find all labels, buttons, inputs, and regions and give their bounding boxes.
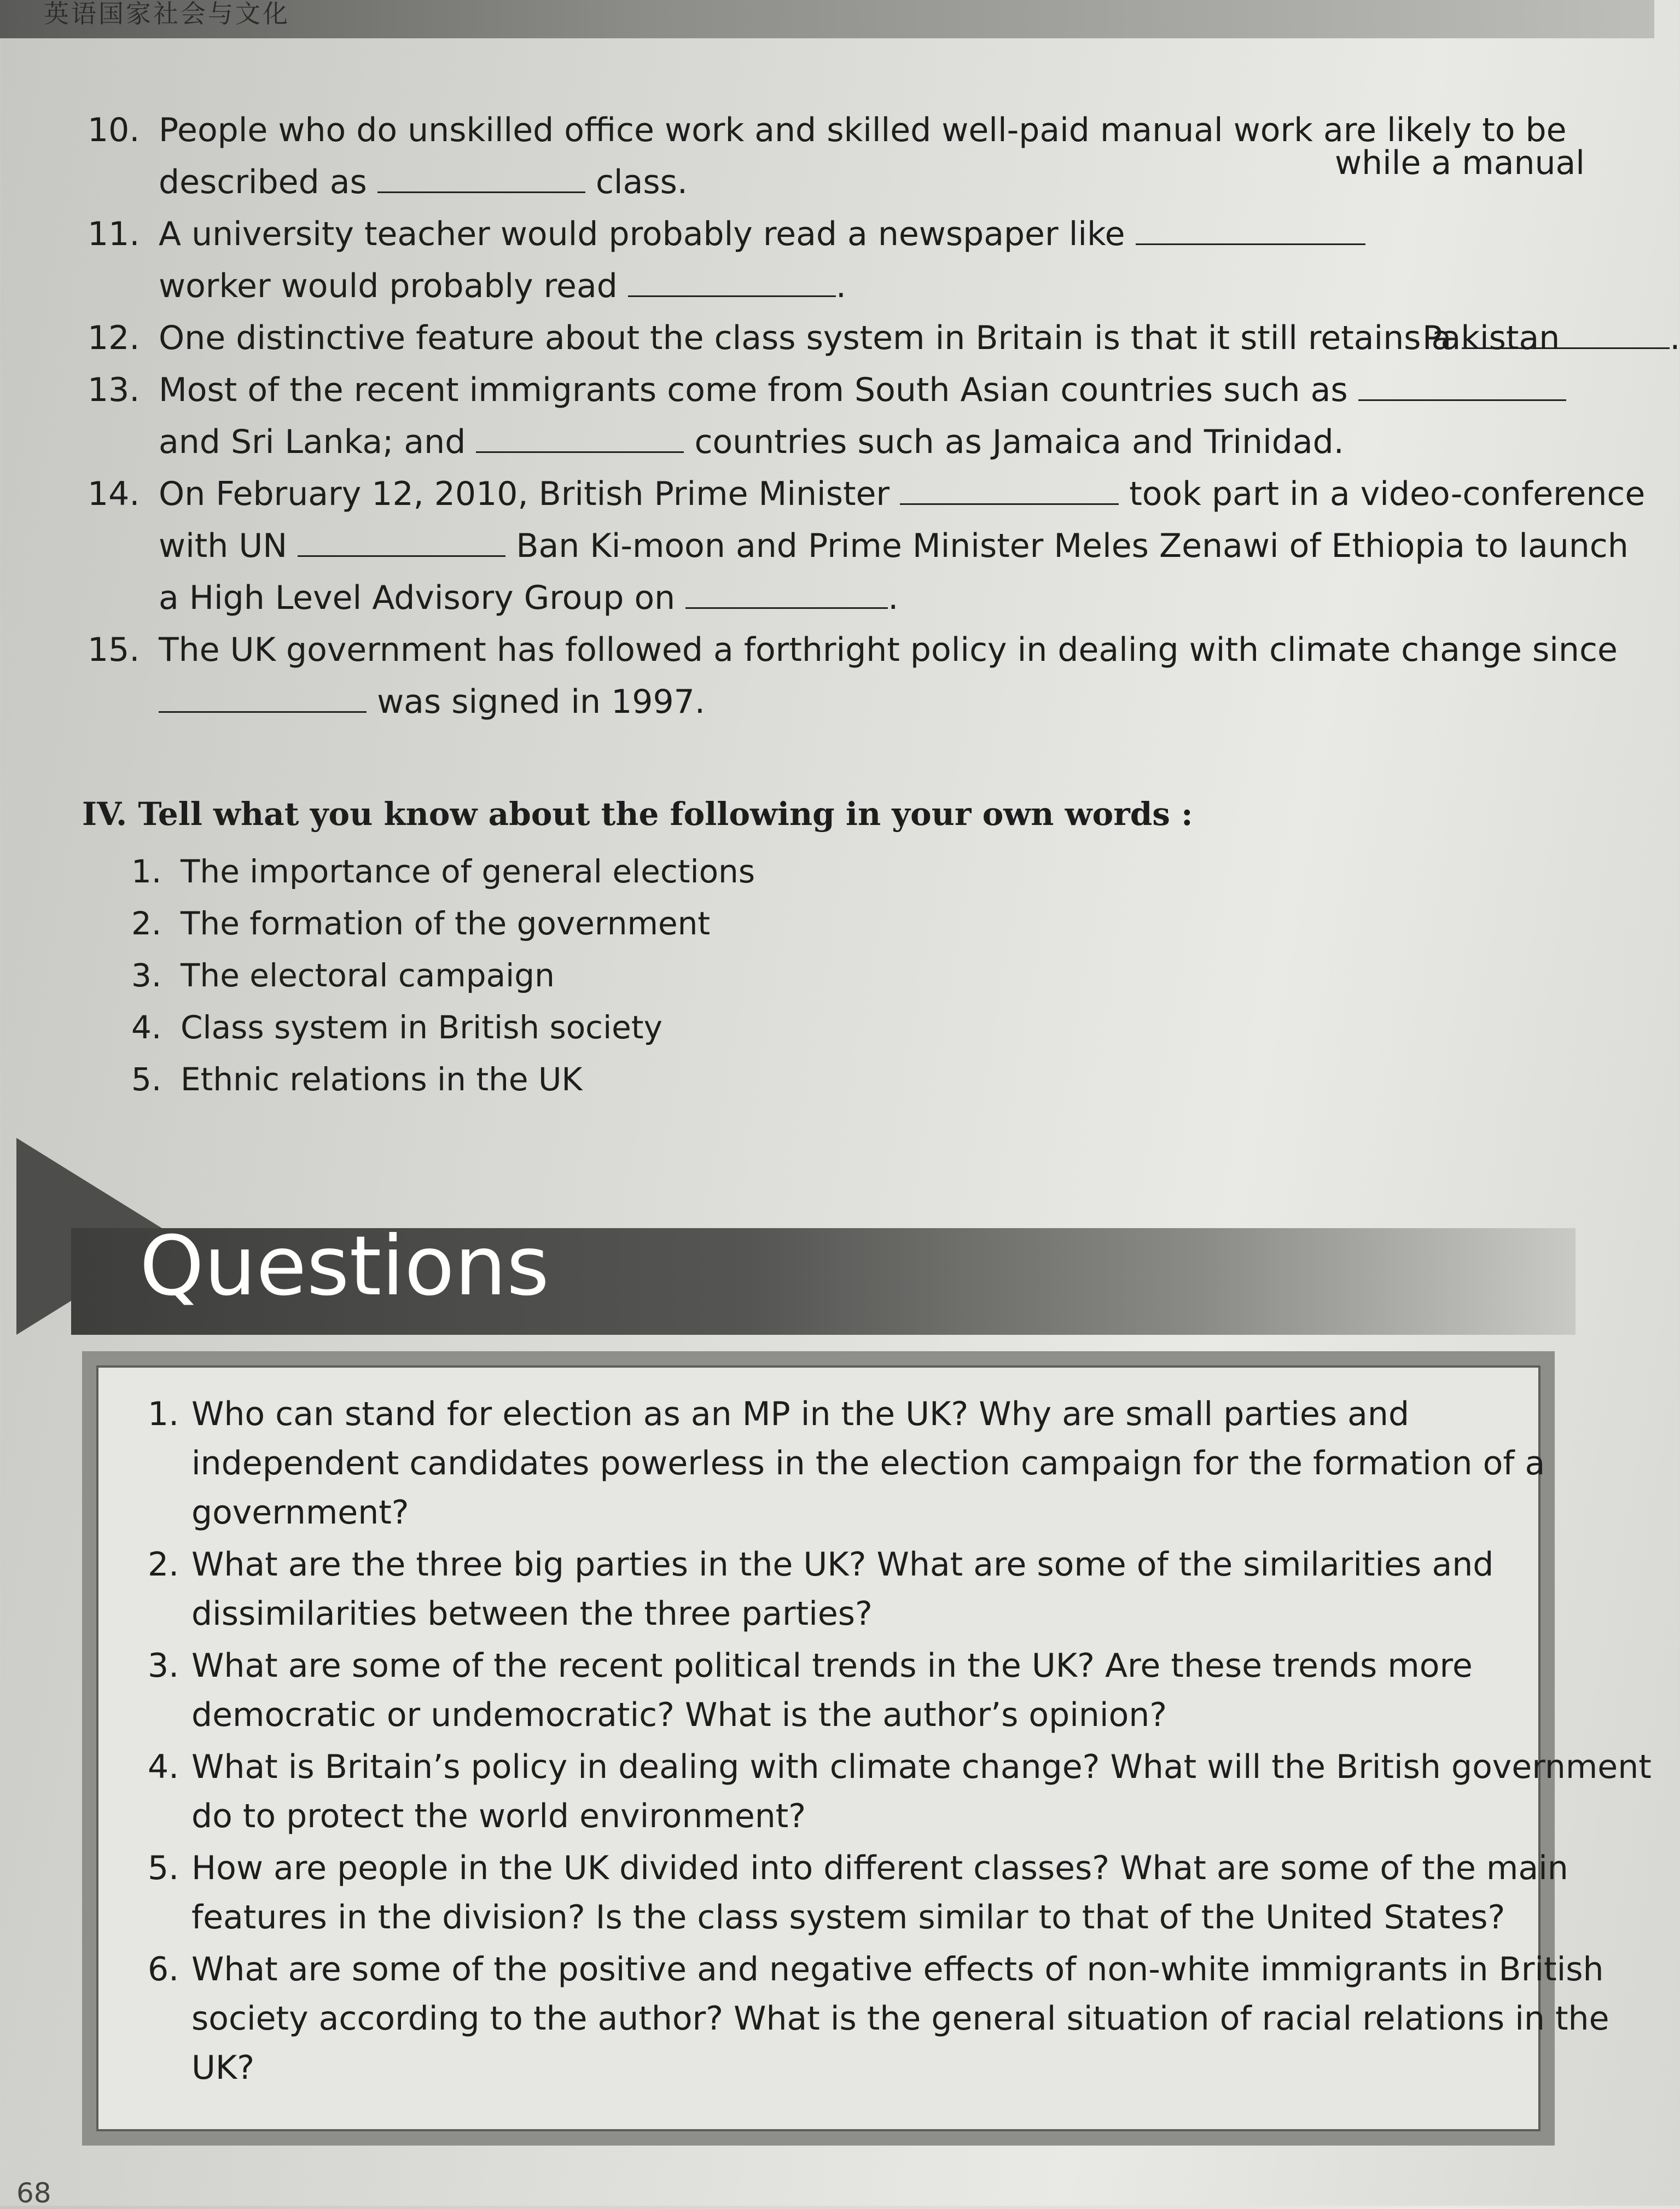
header-text: 英语国家社会与文化 — [44, 0, 290, 28]
fill-question-13-right: Pakistan — [1422, 319, 1560, 357]
page-number: 68 — [16, 2177, 51, 2209]
answer-blank[interactable] — [685, 574, 888, 609]
question-item-2-line: dissimilarities between the three parties? — [191, 1595, 873, 1633]
section-iv-title: IV. Tell what you know about the following in your own words : — [82, 795, 1193, 833]
answer-blank[interactable] — [628, 263, 836, 297]
question-item-1-line: government? — [191, 1493, 409, 1532]
fill-question-13: 13. Most of the recent immigrants come from South Asian countries such as — [88, 364, 1566, 416]
fill-question-14-cont: with UN Ban Ki-moon and Prime Minister Meles Zenawi of Ethiopia to launch — [159, 520, 1629, 572]
question-item-6-line: society according to the author? What is the general situation of racial relations in the — [191, 1999, 1609, 2038]
fill-question-14: 14. On February 12, 2010, British Prime Minister took part in a video-conference — [88, 468, 1645, 520]
list-item: 4. Class system in British society — [131, 1009, 662, 1046]
answer-blank[interactable] — [377, 159, 585, 193]
question-item-6: 6. What are some of the positive and negative effects of non-white immigrants in British — [148, 1950, 1604, 1989]
list-item: 2. The formation of the government — [131, 905, 711, 942]
fill-question-11-right: while a manual — [1335, 144, 1585, 182]
fill-question-15-cont: was signed in 1997. — [159, 676, 705, 728]
fill-question-14-cont2: a High Level Advisory Group on . — [159, 572, 898, 624]
question-item-5-line: features in the division? Is the class system similar to that of the United States? — [191, 1898, 1505, 1937]
fill-question-12: 12. One distinctive feature about the class system in Britain is that it still retains a . — [88, 312, 1680, 364]
fill-question-11-cont: worker would probably read . — [159, 260, 846, 312]
question-item-4: 4. What is Britain’s policy in dealing with climate change? What will the British government — [148, 1748, 1652, 1786]
answer-blank[interactable] — [900, 470, 1119, 505]
answer-blank[interactable] — [298, 522, 505, 557]
fill-question-11: 11. A university teacher would probably read a newspaper like — [88, 208, 1365, 260]
answer-blank[interactable] — [1358, 367, 1566, 401]
list-item: 1. The importance of general elections — [131, 853, 755, 890]
fill-question-10: 10. People who do unskilled office work and skilled well-paid manual work are likely to be — [88, 111, 1567, 149]
question-item-1: 1. Who can stand for election as an MP in the UK? Why are small parties and — [148, 1395, 1410, 1433]
answer-blank[interactable] — [1136, 211, 1365, 245]
question-item-4-line: do to protect the world environment? — [191, 1797, 806, 1835]
fill-question-13-cont: and Sri Lanka; and countries such as Jamaica and Trinidad. — [159, 416, 1344, 468]
fill-question-10-cont: described as class. — [159, 156, 688, 208]
answer-blank[interactable] — [476, 418, 684, 453]
question-item-3: 3. What are some of the recent political trends in the UK? Are these trends more — [148, 1647, 1473, 1685]
question-item-2: 2. What are the three big parties in the UK? What are some of the similarities and — [148, 1545, 1494, 1584]
question-item-6-line: UK? — [191, 2049, 255, 2087]
question-item-1-line: independent candidates powerless in the election campaign for the formation of a — [191, 1444, 1545, 1483]
fill-question-15: 15. The UK government has followed a forthright policy in dealing with climate change since — [88, 631, 1618, 669]
question-item-3-line: democratic or undemocratic? What is the author’s opinion? — [191, 1696, 1167, 1734]
page-header-strip — [0, 0, 1654, 38]
answer-blank[interactable] — [159, 678, 367, 713]
question-item-5: 5. How are people in the UK divided into different classes? What are some of the main — [148, 1849, 1568, 1887]
list-item: 3. The electoral campaign — [131, 957, 555, 994]
list-item: 5. Ethnic relations in the UK — [131, 1061, 583, 1098]
questions-banner-title: Questions — [139, 1219, 550, 1314]
